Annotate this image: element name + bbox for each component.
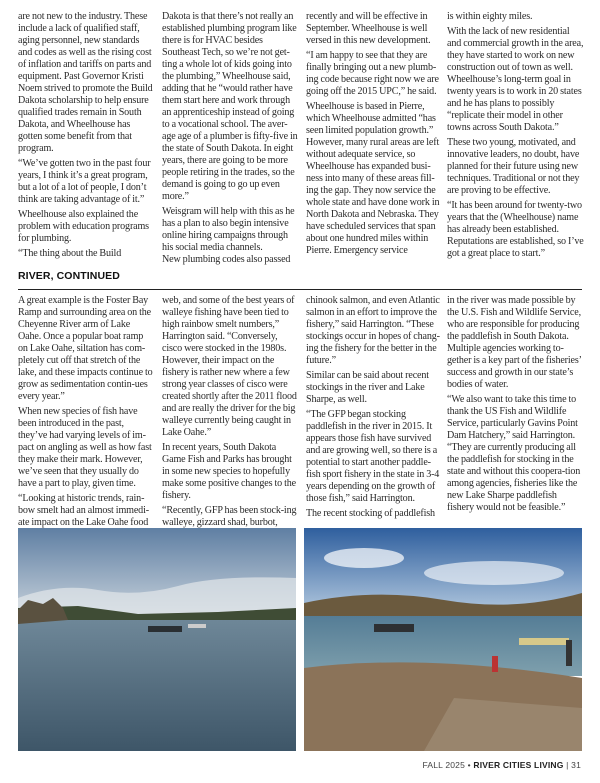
paragraph: These two young, motivated, and innovative leaders, no doubt, have planned for their future using new techniques. Traditional or not they are proving to be effective. — [447, 137, 580, 196]
text-column — [447, 11, 584, 263]
paragraph: New plumbing codes also passed — [162, 254, 291, 265]
publication-name: RIVER CITIES LIVING — [473, 760, 564, 770]
paragraph: A great example is the Foster Bay Ramp and surrounding area on the Cheyenne River arm of Lake Oahe. Once a popular boat ramp on Lake Oahe, siltation has com-pletely cut off that stretch of the lake, and these impacts continue to grow as sedimentation contin-ues every year.” — [18, 295, 153, 402]
paragraph: chinook salmon, and even Atlantic salmon in an effort to improve the fishery,” said Harrington. “These stockings occur in hopes of chang-ing the fishery for the better in the future.” — [306, 295, 440, 366]
paragraph: is within eighty miles. — [447, 11, 533, 22]
page-footer — [422, 760, 581, 770]
text-column — [306, 295, 443, 523]
paragraph: in the river was made possible by the U.S. Fish and Wildlife Service, who are responsible for producing the paddlefish in South Dakota. Multiple agencies working to-gether is a key part of the fisheries’ success and growth in our state’s bodies of water. — [447, 295, 582, 390]
text-column — [306, 11, 443, 260]
text-column — [162, 295, 299, 532]
paragraph: Wheelhouse also explained the problem with education programs for plumbing. — [18, 209, 149, 244]
text-column — [18, 295, 155, 532]
paragraph: “Looking at historic trends, rain-bow smelt had an almost immedi-ate impact on the Lake Oahe food — [18, 493, 149, 528]
section-divider — [18, 289, 582, 290]
paragraph: “The thing about the Build — [18, 248, 122, 259]
paragraph: “Recently, GFP has been stock-ing walleye, gizzard shad, burbot, — [162, 505, 297, 528]
text-column — [18, 11, 155, 263]
text-column — [162, 11, 299, 269]
paragraph: recently and will be effective in September. Wheelhouse is well versed in this new development. — [306, 11, 431, 46]
paragraph: When new species of fish have been introduced in the past, they’ve had varying levels of im-pact on angling as well as how fast they make their mark. However, we’ve seen that they usually do have a part to play, given time. — [18, 406, 152, 489]
issue-season: FALL 2025 — [422, 760, 466, 770]
footer-divider: | — [566, 760, 569, 770]
paragraph: Wheelhouse is based in Pierre, which Wheelhouse admitted “has seen limited population growth.” However, many rural areas are left without adequate service, so Wheelhouse has expanded busi-ness into many of these areas fill-ing the gap. They now service the whole state and have done work in North Dakota and Nebraska. They have scheduled services that span about one hundred miles within Pierre. Emergency service — [306, 101, 440, 256]
photo-boats-on-river — [18, 528, 296, 751]
paragraph: are not new to the industry. These include a lack of qualified staff, aging personnel, new standards and codes as well as the rising cost of inflation and tariffs on parts and equipment. Past Governor Kristi Noem strived to promote the Build Dakota scholarship to help ensure qualified trades remain in South Dakota, and Wheelhouse has gotten some benefit from that program. — [18, 11, 153, 154]
photo-paddlefish-shore — [304, 528, 582, 751]
page-number: 31 — [571, 760, 581, 770]
paragraph: “I am happy to see that they are finally bringing out a new plumb-ing code because right now we are going off the 2015 UPC,” he said. — [306, 50, 439, 97]
paragraph: The recent stocking of paddlefish — [306, 508, 435, 519]
text-column — [447, 295, 584, 517]
paragraph: With the lack of new residential and commercial growth in the area, they have started to work on new construction out of town as well. Wheelhouse’s long-term goal in twenty years is to work in 20 states and he has plans to possibly “replicate their model in other towns across South Dakota.” — [447, 26, 584, 133]
paragraph: Weisgram will help with this as he has a plan to also begin intensive online hiring campaigns through his social media channels. — [162, 206, 295, 253]
paragraph: Dakota is that there’s not really an established plumbing program like there is for HVAC besides Southeast Tech, so we’re not get-ting a whole lot of kids going into the plumbing,” Wheelhouse said, adding that he “would rather have them start here and work through an apprenticeship instead of going to a vocational school. The aver-age age of a plumber is fifty-five in the state of South Dakota. In eight years, there are going to be more people retiring in the trades, so the demand is going to go up even more.” — [162, 11, 298, 202]
footer-bullet: • — [467, 760, 471, 770]
section-heading: RIVER, CONTINUED — [18, 270, 120, 282]
paragraph: Similar can be said about recent stockings in the river and Lake Sharpe, as well. — [306, 370, 429, 405]
paragraph: “We’ve gotten two in the past four years, I think it’s a great program, but a lot of a lot of people, I don’t think are taking advantage of it.” — [18, 158, 151, 205]
paragraph: “We also want to take this time to thank the US Fish and Wildlife Service, particularly Gavins Point Dam Hatchery,” said Harrington. “They are currently producing all the paddlefish for stocking in the state and without this coopera-tion among agencies, fisheries like the new Lake Sharpe paddlefish fishery would not be feasible.” — [447, 394, 581, 513]
paragraph: web, and some of the best years of walleye fishing have been tied to high rainbow smelt numbers,” Harrington said. “Conversely, cisco were stocked in the 1980s. However, their impact on the fishery is rather new where a few strong year classes of cisco were created shortly after the 2011 flood and are really the driver for the big walleye currently being caught in Lake Oahe.” — [162, 295, 297, 438]
paragraph: “The GFP began stocking paddlefish in the river in 2015. It appears those fish have survived and are growing well, so there is a potential to start another paddle-fish sport fishery in the state in 3-4 years depending on the growth of those fish,” said Harrington. — [306, 409, 440, 504]
paragraph: “It has been around for twenty-two years that the (Wheelhouse) name has already been established. Reputations are established, so I’ve got a great place to start.” — [447, 200, 584, 259]
paragraph: In recent years, South Dakota Game Fish and Parks has brought in some new species to hopefully make some positive changes to the fishery. — [162, 442, 296, 501]
